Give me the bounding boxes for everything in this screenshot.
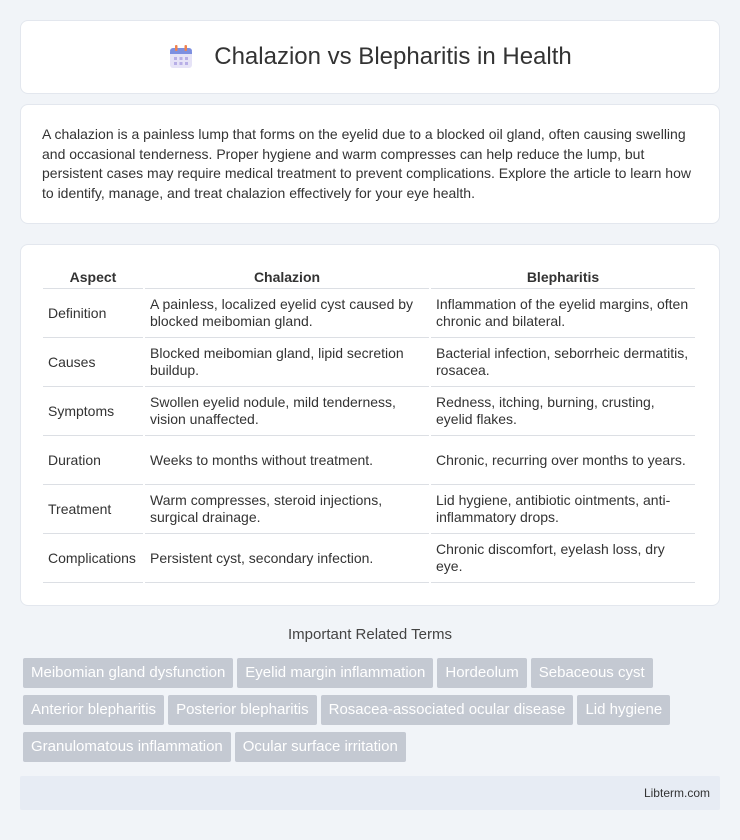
related-term-tag[interactable]: Anterior blepharitis: [23, 695, 164, 725]
calendar-icon: [168, 44, 194, 70]
chalazion-cell: Warm compresses, steroid injections, surgical drainage.: [145, 485, 429, 534]
related-term-tag[interactable]: Hordeolum: [437, 658, 526, 688]
table-row: [43, 485, 695, 534]
related-term-tag[interactable]: Ocular surface irritation: [235, 732, 406, 762]
table-row: [43, 436, 695, 485]
intro-text: A chalazion is a painless lump that forms on the eyelid due to a blocked oil gland, often causing swelling and occasional tenderness. Proper hygiene and warm compresses can help reduce the lump, but persistent cases may require medical treatment to prevent complications. Explore the article to learn how to identify, manage, and treat chalazion effectively for your eye health.: [42, 126, 691, 201]
blepharitis-cell: Bacterial infection, seborrheic dermatitis, rosacea.: [431, 338, 695, 387]
related-term-tag[interactable]: Sebaceous cyst: [531, 658, 653, 688]
blepharitis-cell: Chronic, recurring over months to years.: [431, 436, 695, 485]
column-header-aspect: Aspect: [43, 265, 143, 289]
column-header-blepharitis: Blepharitis: [431, 265, 695, 289]
chalazion-cell: Persistent cyst, secondary infection.: [145, 534, 429, 583]
chalazion-cell: A painless, localized eyelid cyst caused by blocked meibomian gland.: [145, 289, 429, 338]
blepharitis-cell: Redness, itching, burning, crusting, eyelid flakes.: [431, 387, 695, 436]
table-row: [43, 387, 695, 436]
blepharitis-cell: Lid hygiene, antibiotic ointments, anti-inflammatory drops.: [431, 485, 695, 534]
related-term-tag[interactable]: Lid hygiene: [577, 695, 670, 725]
aspect-cell: Definition: [43, 289, 143, 338]
blepharitis-cell: Inflammation of the eyelid margins, often chronic and bilateral.: [431, 289, 695, 338]
related-terms-title: Important Related Terms: [288, 626, 452, 643]
chalazion-cell: Weeks to months without treatment.: [145, 436, 429, 485]
footer-site-link[interactable]: Libterm.com: [643, 786, 710, 800]
related-term-tag[interactable]: Meibomian gland dysfunction: [23, 658, 233, 688]
table-row: [43, 289, 695, 338]
page-title: Chalazion vs Blepharitis in Health: [214, 43, 572, 70]
table-row: [43, 534, 695, 583]
aspect-cell: Symptoms: [43, 387, 143, 436]
intro-card: [20, 104, 720, 224]
related-term-tag[interactable]: Eyelid margin inflammation: [237, 658, 433, 688]
table-header-row: [43, 265, 695, 289]
related-terms-list: [23, 658, 723, 769]
footer: [20, 776, 720, 810]
chalazion-cell: Blocked meibomian gland, lipid secretion buildup.: [145, 338, 429, 387]
header-card: [20, 20, 720, 94]
related-term-tag[interactable]: Posterior blepharitis: [168, 695, 317, 725]
blepharitis-cell: Chronic discomfort, eyelash loss, dry eye.: [431, 534, 695, 583]
column-header-chalazion: Chalazion: [145, 265, 429, 289]
aspect-cell: Causes: [43, 338, 143, 387]
table-row: [43, 338, 695, 387]
comparison-card: [20, 244, 720, 606]
aspect-cell: Treatment: [43, 485, 143, 534]
comparison-table: [41, 265, 697, 583]
aspect-cell: Duration: [43, 436, 143, 485]
related-term-tag[interactable]: Granulomatous inflammation: [23, 732, 231, 762]
related-term-tag[interactable]: Rosacea-associated ocular disease: [321, 695, 574, 725]
chalazion-cell: Swollen eyelid nodule, mild tenderness, vision unaffected.: [145, 387, 429, 436]
aspect-cell: Complications: [43, 534, 143, 583]
